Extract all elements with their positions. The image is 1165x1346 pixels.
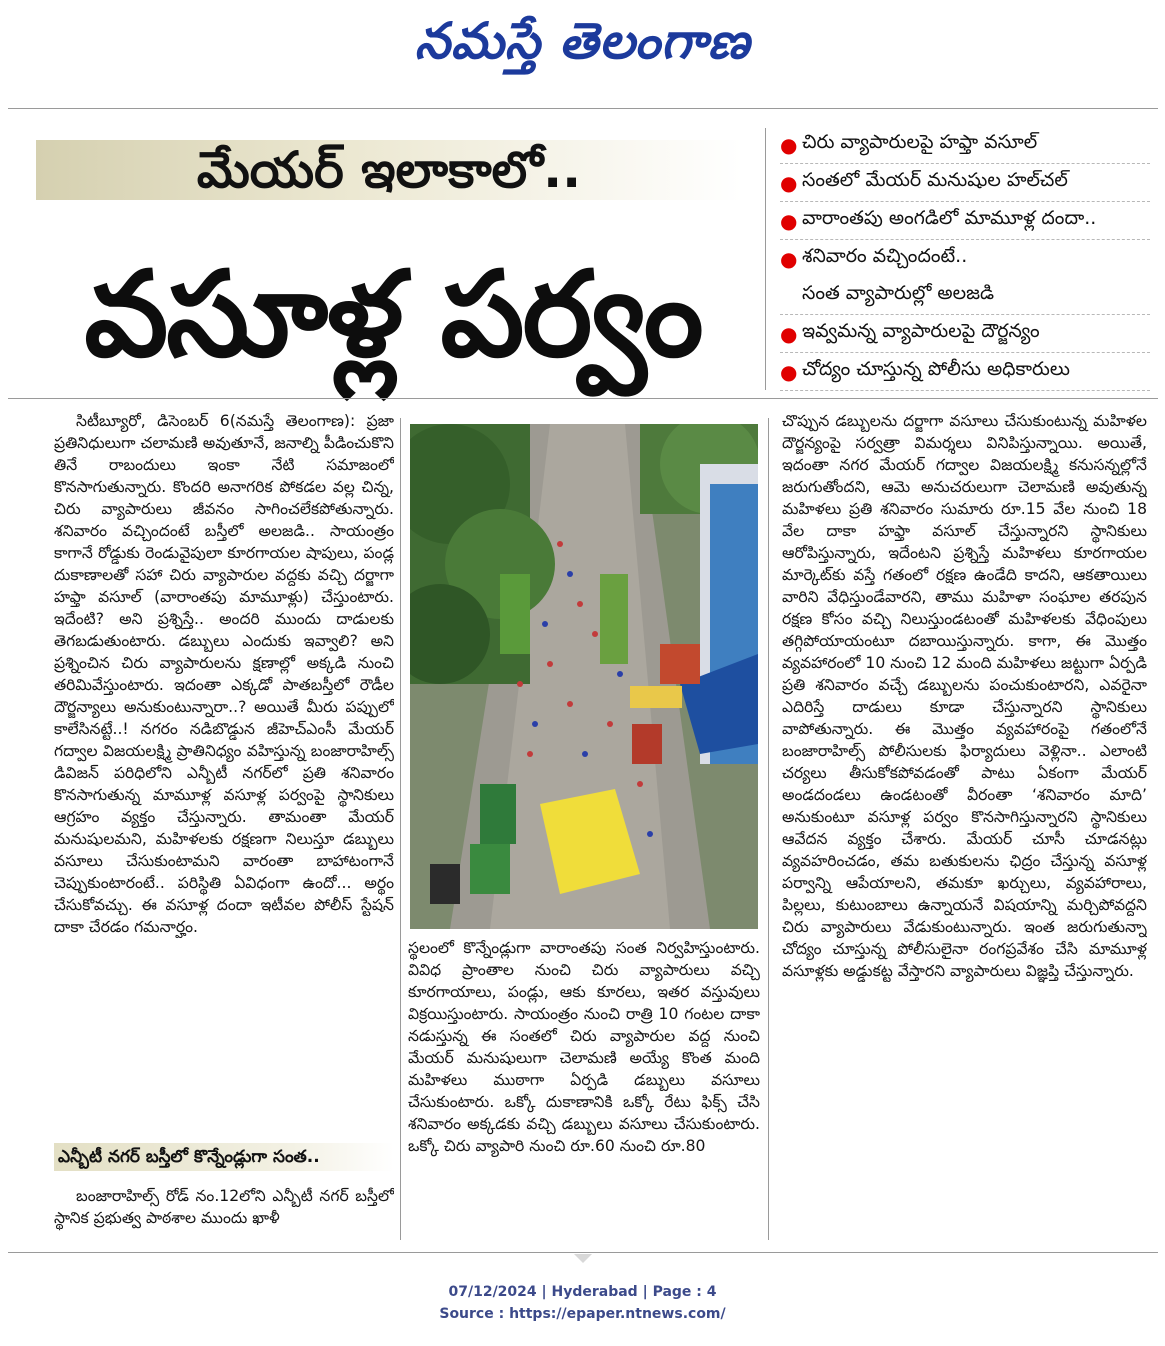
bullet-dot-icon: ● <box>780 132 798 157</box>
column-divider <box>768 418 769 1240</box>
article-column-1 <box>54 410 394 1135</box>
highlight-item: ● శనివారం వచ్చిందంటే.. <box>780 245 968 271</box>
bullet-dot-icon: ● <box>780 208 798 233</box>
highlights-list <box>780 126 1150 391</box>
article-paragraph: చొప్పున డబ్బులను దర్జాగా వసూలు చేసుకుంటున్న మహిళల దౌర్జన్యంపై సర్వత్రా విమర్శలు వినిపిస్తున్నాయి. అయితే, ఇదంతా నగర మేయర్ గద్వాల విజయలక్ష్మి కనుసన్నల్లోనే జరుగుతోందని, ఆమె అనుచరులుగా చెలామణి అవుతున్న మహిళలు ప్రతి శనివారం సుమారు రూ.15 వేల నుంచి 18 వేల దాకా హఫ్తా వసూల్ చేస్తున్నారని స్థానికులు ఆరోపిస్తున్నారు, ఇదేంటని ప్రశ్నిస్తే మహిళలు కూరగాయల మార్కెట్‌కు వస్తే గతంలో రక్షణ ఉండేది కాదని, ఆకతాయిలు వారిని వేధిస్తుండేవారని, తాము మహిళా సంఘాల తరపున రక్షణ కోసం వచ్చి నిలుస్తుండటంతో మహిళలకు వేధింపులు తగ్గిపోయాయంటూ దబాయిస్తున్నారు. కాగా, ఈ మొత్తం వ్యవహారంలో 10 నుంచి 12 మంది మహిళలు జట్టుగా ఏర్పడి ప్రతి శనివారం వచ్చే డబ్బులను పంచుకుంటారని, ఎవరైనా ఎదిరిస్తే దాడులు కూడా చేస్తున్నారని స్థానికులు వాపోతున్నారు. ఈ మొత్తం వ్యవహారంపై గతంలోనే బంజారాహిల్స్ పోలీసులకు ఫిర్యాదులు వెళ్లినా.. ఎలాంటి చర్యలు తీసుకోకపోవడంతో పాటు ఏకంగా మేయర్ అండదండలు ఉండటంతో వీరంతా ‘శనివారం మాది’ అనుకుంటూ వసూళ్ల పర్వం కొనసాగిస్తున్నారని స్థానికులు ఆవేదన వ్యక్తం చేశారు. మేయర్ చూసీ చూడనట్లు వ్యవహరించడం, తమ బతుకులను ఛిద్రం చేస్తున్న వసూళ్ల పర్వాన్ని ఆపేయాలని, తమకూ ఖర్చులు, వ్యవహారాలు, పిల్లలు, కుటుంబాలు ఉన్నాయనే విషయాన్ని మర్చిపోవద్దని చిరు వ్యాపారులు వేడుకుంటున్నారు. ఇంత జరుగుతున్నా చోద్యం చూస్తున్న పోలీసులైనా రంగప్రవేశం చేసి మామూళ్ల వసూళ్లకు అడ్డుకట్ట వేస్తారని వ్యాపారులు విజ్ఞప్తి చేస్తున్నారు. <box>782 412 1147 980</box>
highlight-item: ● వారాంతపు అంగడిలో మామూళ్ల దందా.. <box>780 202 1150 240</box>
article-column-3 <box>782 410 1147 1245</box>
main-headline: వసూళ్ల పర్వం <box>84 245 702 383</box>
footer-marker-icon <box>574 1254 592 1263</box>
bullet-dot-icon: ● <box>780 321 798 346</box>
column-divider <box>400 418 401 1240</box>
masthead-rule <box>8 108 1158 109</box>
kicker-heading: మేయర్ ఇలాకాలో.. <box>196 141 582 199</box>
footer-source-line: Source : https://epaper.ntnews.com/ <box>439 1306 726 1322</box>
footer-date-line: 07/12/2024 | Hyderabad | Page : 4 <box>448 1284 717 1300</box>
masthead-logo: నమస్తే తెలంగాణ <box>414 11 751 70</box>
article-paragraph: సిటీబ్యూరో, డిసెంబర్ 6(నమస్తే తెలంగాణ): ప్రజా ప్రతినిధులుగా చలామణి అవుతూనే, జనాల్ని పీడించుకొని తినే రాబందులు ఇంకా నేటి సమాజంలో కొనసాగుతున్నారు. కొందరి అనాగరిక పోకడల వల్ల చిన్న, చిరు వ్యాపారులు జీవనం సాగించలేకపోతున్నారు. శనివారం వచ్చిందంటే బస్తీలో అలజడి.. సాయంత్రం కాగానే రోడ్డుకు రెండువైపులా కూరగాయల షాపులు, పండ్ల దుకాణాలతో సహా చిరు వ్యాపారుల వద్దకు వచ్చి దర్జాగా హఫ్తా వసూల్ (వారాంతపు మామూళ్లు) చేస్తుంటారు. ఇదేంటి? అని ప్రశ్నిస్తే.. అందరి ముందు దాడులకు తెగబడుతుంటారు. డబ్బులు ఎందుకు ఇవ్వాలి? అని ప్రశ్నించిన చిరు వ్యాపారులను క్షణాల్లో అక్కడి నుంచి తరిమివేస్తుంటారు. ఇదంతా ఎక్కడో పాతబస్తీలో రౌడీల దౌర్జన్యాలు అనుకుంటున్నారా..? అయితే మీరు పప్పులో కాలేసినట్టే..! నగరం నడిబొడ్డున జీహెచ్ఎంసీ మేయర్ గద్వాల విజయలక్ష్మి ప్రాతినిధ్యం వహిస్తున్న బంజారాహిల్స్ డివిజన్ పరిధిలోని ఎన్బీటీ నగర్‌లో ప్రతి శనివారం కొనసాగుతున్న మామూళ్ల వసూళ్ల పర్వంపై స్థానికులు ఆగ్రహం వ్యక్తం చేస్తున్నారు. తామంతా మేయర్ మనుషులమని, మహిళలకు రక్షణగా నిలుస్తూ డబ్బులు వసూలు చేసుకుంటామని వారంతా బాహాటంగానే చెప్పుకుంటారంటే.. పరిస్థితి ఏవిధంగా ఉందో... అర్థం చేసుకోవచ్చు. ఈ వసూళ్ల దందా ఇటీవల పోలీస్ స్టేషన్ దాకా చేరడం గమనార్హం. <box>54 412 394 936</box>
highlight-item: ● చిరు వ్యాపారులపై హఫ్తా వసూల్ <box>780 126 1150 164</box>
sub-heading: ఎన్బీటీ నగర్ బస్తీలో కొన్నేండ్లుగా సంత.. <box>54 1143 394 1171</box>
market-street-photo <box>410 424 758 929</box>
highlights-divider <box>765 128 766 390</box>
bullet-dot-icon: ● <box>780 170 798 195</box>
headline-rule <box>8 398 1158 399</box>
article-paragraph: స్థలంలో కొన్నేండ్లుగా వారాంతపు సంత నిర్వహిస్తుంటారు. వివిధ ప్రాంతాల నుంచి చిరు వ్యాపారులు వచ్చి కూరగాయాలు, పండ్లు, ఆకు కూరలు, ఇతర వస్తువులు విక్రయిస్తుంటారు. సాయంత్రం నుంచి రాత్రి 10 గంటల దాకా నడుస్తున్న ఈ సంతలో చిరు వ్యాపారుల వద్ద నుంచి మేయర్ మనుషులుగా చెలామణి అయ్యే కొంత మంది మహిళలు ముఠాగా ఏర్పడి డబ్బులు వసూలు చేసుకుంటారు. ఒక్కో దుకాణానికి ఒక్కో రేటు ఫిక్స్ చేసి శనివారం అక్కడకు వచ్చి డబ్బులు వసూలు చేసుకుంటారు. ఒక్కో చిరు వ్యాపారి నుంచి రూ.60 నుంచి రూ.80 <box>408 939 760 1155</box>
bullet-dot-icon: ● <box>780 359 798 384</box>
article-paragraph: బంజారాహిల్స్ రోడ్ నం.12లోని ఎన్బీటీ నగర్ బస్తీలో స్థానిక ప్రభుత్వ పాఠశాల ముందు ఖాళీ <box>54 1187 394 1227</box>
article-column-2 <box>408 937 760 1242</box>
highlight-item: ● సంతలో మేయర్ మనుషుల హల్‌చల్ <box>780 164 1150 202</box>
article-column-1-continued <box>54 1185 394 1243</box>
highlight-item: ● చోద్యం చూస్తున్న పోలీసు అధికారులు <box>780 353 1150 391</box>
highlight-item-continued: సంత వ్యాపారుల్లో అలజడి <box>780 277 1150 315</box>
footer-rule <box>8 1252 1158 1253</box>
highlight-item: ● ఇవ్వమన్న వ్యాపారులపై దౌర్జన్యం <box>780 315 1150 353</box>
bullet-dot-icon: ● <box>780 246 798 271</box>
market-photo-illustration <box>410 424 758 929</box>
